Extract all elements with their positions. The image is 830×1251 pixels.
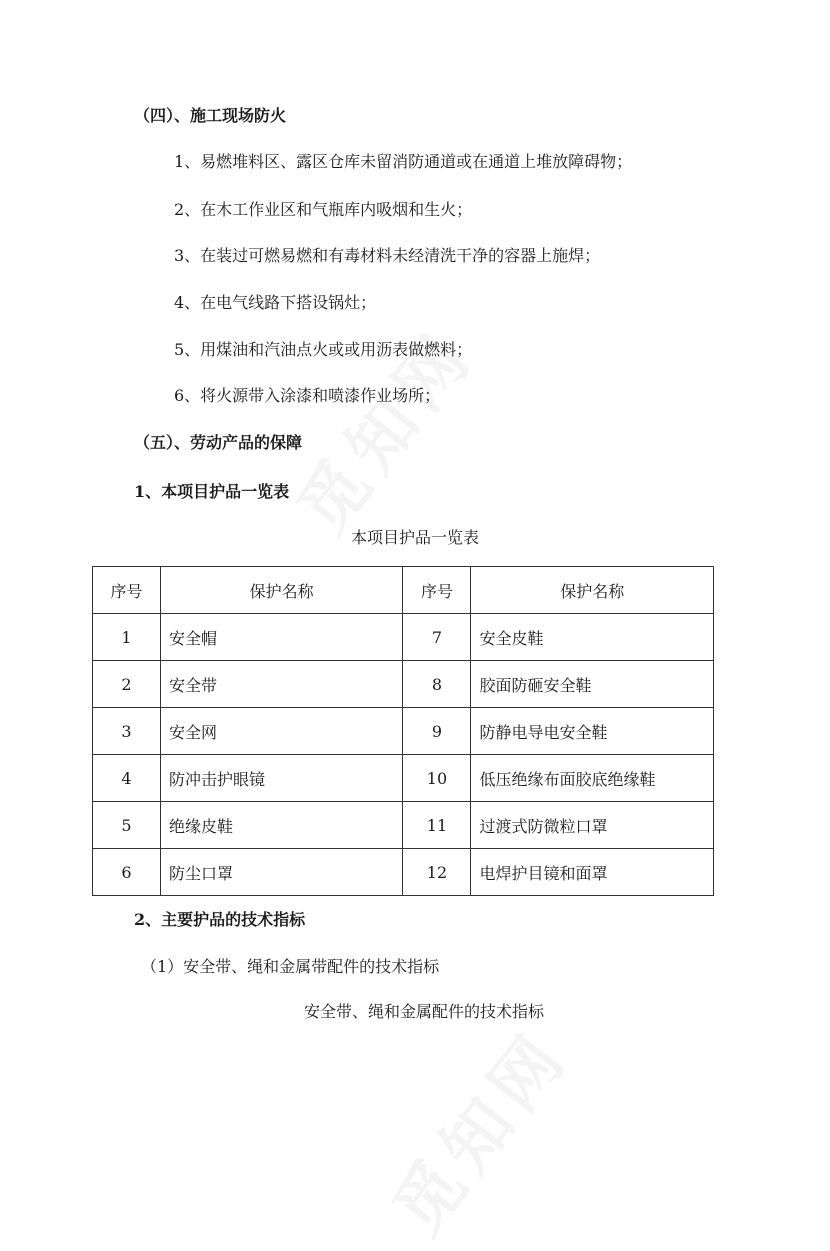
cell-serial: 3: [93, 708, 161, 755]
table-row: [93, 802, 714, 849]
table-header-row: [93, 567, 714, 614]
cell-name: 防尘口罩: [160, 849, 403, 896]
table-row: [93, 661, 714, 708]
table-row: [93, 614, 714, 661]
cell-serial: 7: [403, 614, 471, 661]
section-5-heading: （五）、劳动产品的保障: [134, 433, 303, 452]
cell-name: 安全网: [160, 708, 403, 755]
section-4-heading: （四）、施工现场防火: [134, 106, 287, 125]
cell-serial: 11: [403, 802, 471, 849]
cell-name: 防静电导电安全鞋: [471, 708, 714, 755]
watermark-lower: [367, 1006, 588, 1250]
header-serial-right: 序号: [403, 567, 471, 614]
cell-name: 安全帽: [160, 614, 403, 661]
cell-name: 低压绝缘布面胶底绝缘鞋: [471, 755, 714, 802]
section-4-item-3: 3、在装过可燃易燃和有毒材料未经清洗干净的容器上施焊；: [174, 246, 601, 265]
cell-serial: 4: [93, 755, 161, 802]
section-4-item-2: 2、在木工作业区和气瓶库内吸烟和生火；: [174, 200, 473, 219]
cell-name: 安全带: [160, 661, 403, 708]
section-4-item-6: 6、将火源带入涂漆和喷漆作业场所；: [174, 386, 441, 405]
header-serial-left: 序号: [93, 567, 161, 614]
cell-serial: 9: [403, 708, 471, 755]
cell-name: 电焊护目镜和面罩: [471, 849, 714, 896]
header-name-right: 保护名称: [471, 567, 714, 614]
table-row: [93, 849, 714, 896]
cell-serial: 10: [403, 755, 471, 802]
section-4-item-1: 1、易燃堆料区、露区仓库未留消防通道或在通道上堆放障碍物；: [174, 152, 633, 171]
cell-name: 过渡式防微粒口罩: [471, 802, 714, 849]
section-4-item-5: 5、用煤油和汽油点火或或用沥表做燃料；: [174, 340, 473, 359]
table-row: [93, 708, 714, 755]
cell-serial: 5: [93, 802, 161, 849]
cell-name: 防冲击护眼镜: [160, 755, 403, 802]
ppe-table: [92, 566, 714, 896]
cell-serial: 1: [93, 614, 161, 661]
cell-name: 安全皮鞋: [471, 614, 714, 661]
section-4-item-4: 4、在电气线路下搭设锅灶；: [174, 293, 377, 312]
subsection-2-1-heading: （1）安全带、绳和金属带配件的技术指标: [141, 957, 440, 976]
subsection-2-heading: 2、主要护品的技术指标: [134, 910, 306, 929]
table-row: [93, 755, 714, 802]
cell-name: 胶面防砸安全鞋: [471, 661, 714, 708]
subsection-1-heading: 1、本项目护品一览表: [134, 482, 290, 501]
cell-serial: 6: [93, 849, 161, 896]
cell-serial: 2: [93, 661, 161, 708]
header-name-left: 保护名称: [160, 567, 403, 614]
cell-serial: 12: [403, 849, 471, 896]
cell-name: 绝缘皮鞋: [160, 802, 403, 849]
table-caption: 本项目护品一览表: [350, 528, 479, 547]
cell-serial: 8: [403, 661, 471, 708]
spec-table-caption: 安全带、绳和金属配件的技术指标: [304, 1002, 545, 1021]
